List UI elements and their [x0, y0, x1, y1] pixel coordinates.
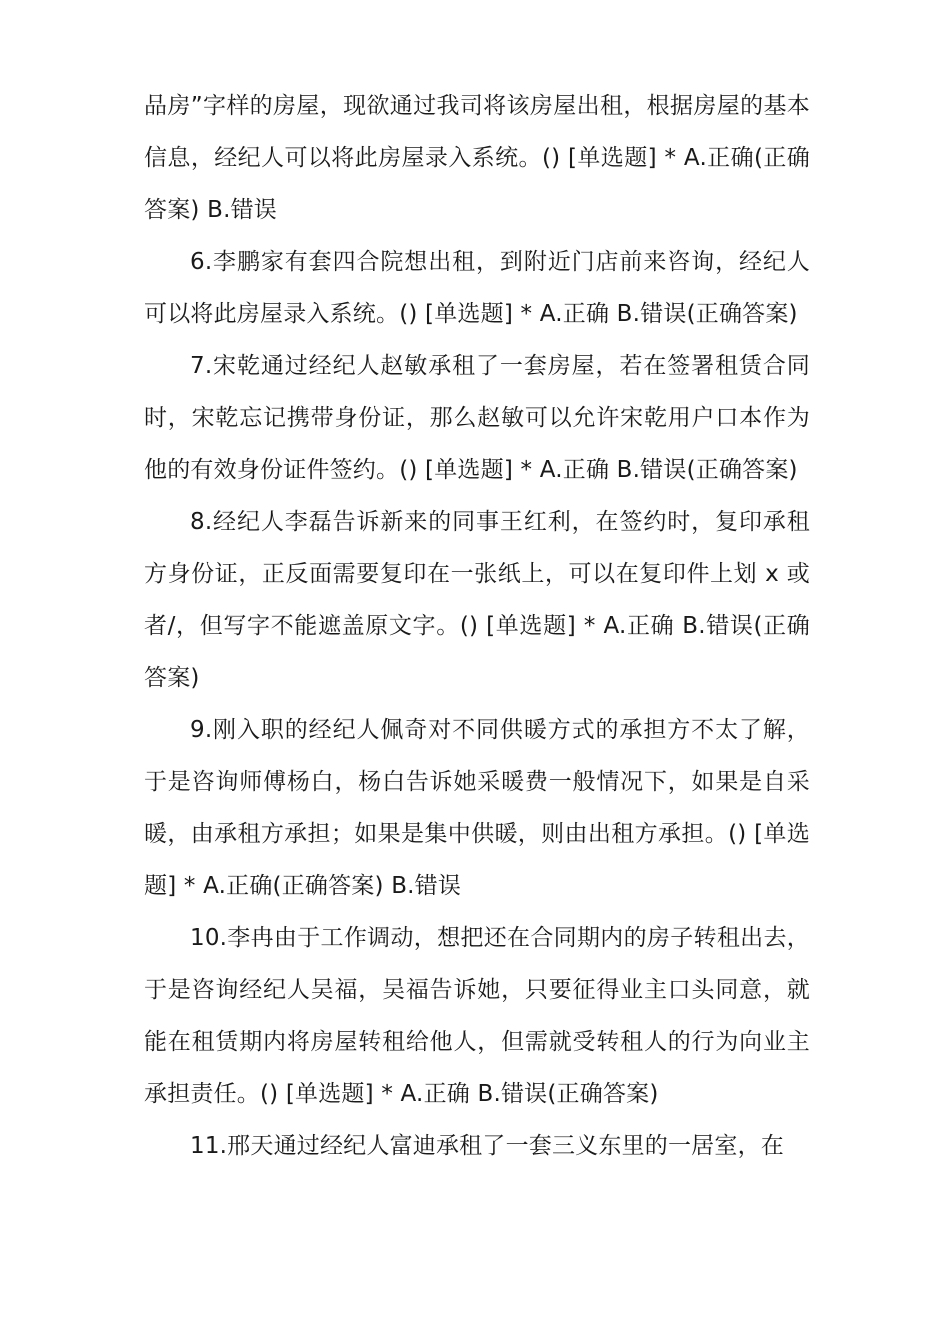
question-5-continued: 品房”字样的房屋，现欲通过我司将该房屋出租，根据房屋的基本信息，经纪人可以将此房屋录入系统。() [单选题] * A.正确(正确答案) B.错误	[144, 93, 810, 223]
question-9: 9.刚入职的经纪人佩奇对不同供暖方式的承担方不太了解，于是咨询师傅杨白，杨白告诉她采暖费一般情况下，如果是自采暖，由承租方承担；如果是集中供暖，则由出租方承担。() [单选题] * A.正确(正确答案) B.错误	[144, 717, 810, 899]
question-7: 7.宋乾通过经纪人赵敏承租了一套房屋，若在签署租赁合同时，宋乾忘记携带身份证，那么赵敏可以允许宋乾用户口本作为他的有效身份证件签约。() [单选题] * A.正确 B.错误(正确答案)	[144, 353, 810, 483]
question-6: 6.李鹏家有套四合院想出租，到附近门店前来咨询，经纪人可以将此房屋录入系统。() [单选题] * A.正确 B.错误(正确答案)	[144, 249, 810, 327]
question-10: 10.李冉由于工作调动，想把还在合同期内的房子转租出去，于是咨询经纪人吴福，吴福告诉她，只要征得业主口头同意，就能在租赁期内将房屋转租给他人，但需就受转租人的行为向业主承担责任。() [单选题] * A.正确 B.错误(正确答案)	[144, 925, 810, 1107]
document-body	[144, 80, 810, 1172]
question-11: 11.邢天通过经纪人富迪承租了一套三义东里的一居室，在	[190, 1133, 784, 1159]
question-8: 8.经纪人李磊告诉新来的同事王红利，在签约时，复印承租方身份证，正反面需要复印在一张纸上，可以在复印件上划 x 或者/，但写字不能遮盖原文字。() [单选题] * A.正确 B.错误(正确答案)	[144, 509, 810, 691]
